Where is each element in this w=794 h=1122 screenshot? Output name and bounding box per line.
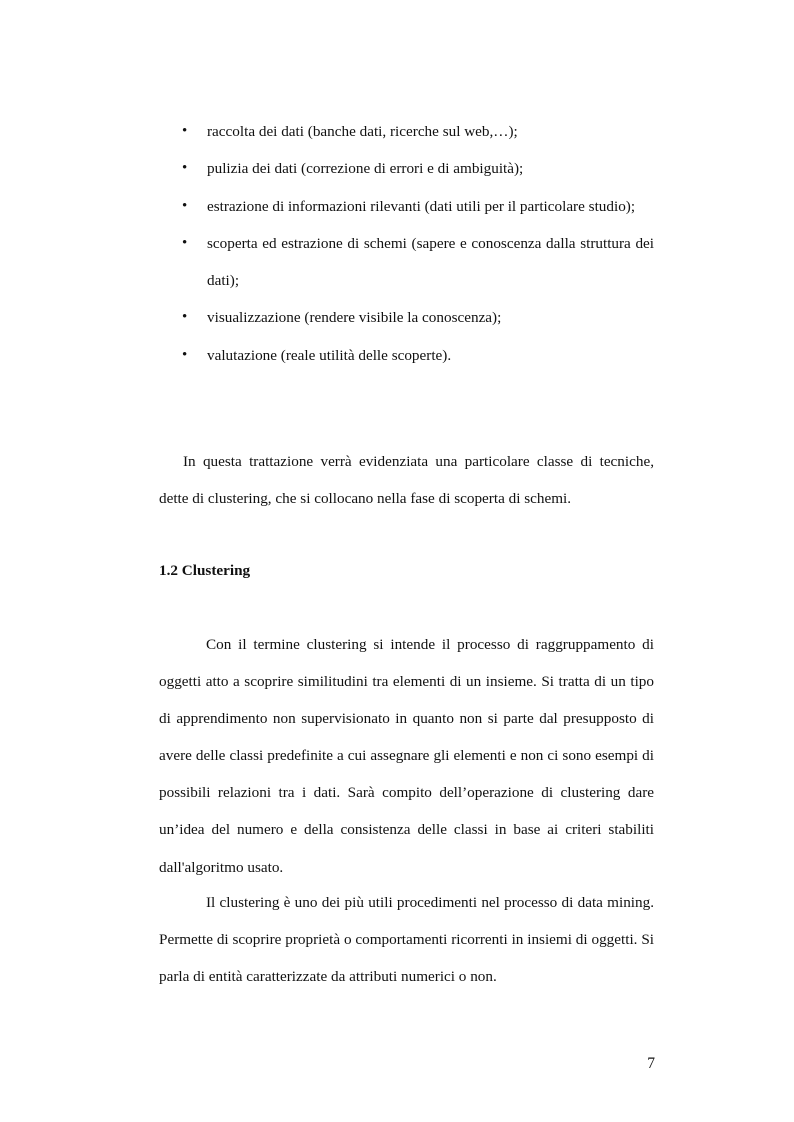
list-item (182, 299, 654, 336)
list-item-text: visualizzazione (rendere visibile la conoscenza); (207, 309, 502, 327)
list-item (182, 188, 654, 225)
page-number: 7 (647, 1055, 655, 1072)
list-item-text: estrazione di informazioni rilevanti (dati utili per il particolare studio); (207, 197, 636, 215)
list-item (182, 113, 654, 150)
clustering-definition-paragraph: Con il termine clustering si intende il processo di raggruppamento di oggetti atto a scoprire similitudini tra elementi di un insieme. Si tratta di un tipo di apprendimento non supervisionato in quanto non si parte dal presupposto di avere delle classi predefinite a cui assegnare gli elementi e non ci sono esempi di possibili relazioni tra i dati. Sarà compito dell’operazione di clustering dare un’idea del numero e della consistenza delle classi in base ai criteri stabiliti dall'algoritmo usato. (159, 636, 654, 876)
list-item-text: valutazione (reale utilità delle scoperte). (207, 346, 452, 364)
list-item (182, 337, 654, 374)
clustering-usefulness-paragraph: Il clustering è uno dei più utili procedimenti nel processo di data mining. Permette di scoprire proprietà o comportamenti ricorrenti in insiemi di oggetti. Si parla di entità caratterizzate da attributi numerici o non. (159, 894, 654, 986)
bullet-icon: • (182, 197, 188, 214)
bullet-icon: • (182, 309, 188, 326)
bullet-icon: • (182, 123, 188, 139)
list-item-text: scoperta ed estrazione di schemi (sapere e conoscenza dalla struttura dei dati); (207, 234, 654, 290)
list-item-text: pulizia dei dati (correzione di errori e di ambiguità); (207, 160, 524, 178)
section-heading: 1.2 Clustering (159, 562, 251, 579)
list-item (182, 225, 654, 300)
intro-paragraph: In questa trattazione verrà evidenziata una particolare classe di tecniche, dette di clustering, che si collocano nella fase di scoperta di schemi. (159, 453, 654, 508)
bullet-icon: • (182, 160, 188, 177)
steps-bullet-list (182, 113, 654, 374)
bullet-icon: • (182, 234, 188, 251)
list-item (182, 150, 654, 187)
list-item-text: raccolta dei dati (banche dati, ricerche sul web,…); (207, 123, 518, 140)
bullet-icon: • (182, 346, 188, 363)
